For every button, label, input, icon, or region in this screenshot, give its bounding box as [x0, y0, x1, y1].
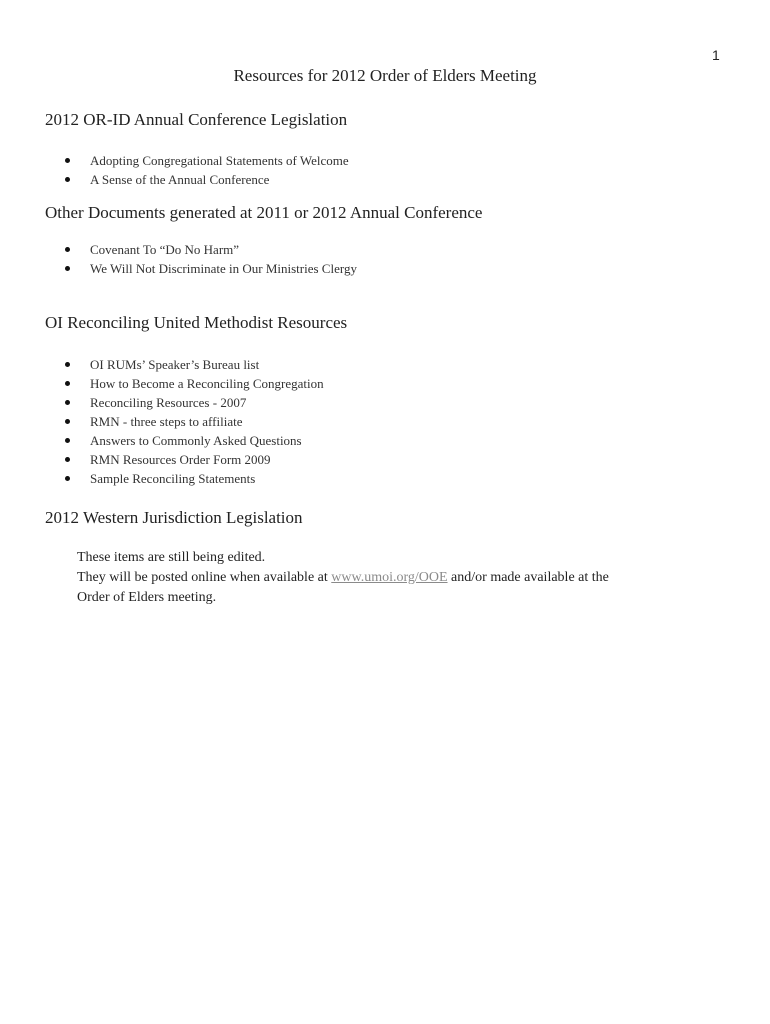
list-item-label: RMN Resources Order Form 2009 [90, 452, 271, 467]
list-item-label: OI RUMs’ Speaker’s Bureau list [90, 357, 260, 372]
list-item-label: Covenant To “Do No Harm” [90, 242, 240, 257]
list-item-label: Reconciling Resources - 2007 [90, 395, 247, 410]
editing-note [77, 548, 737, 608]
list-item-label: RMN - three steps to affiliate [90, 414, 243, 429]
list-item[interactable] [62, 450, 324, 469]
list-item-label: Answers to Commonly Asked Questions [90, 433, 302, 448]
bullet-icon [65, 400, 70, 405]
bullet-icon [65, 457, 70, 462]
section-heading-western-jurisdiction: 2012 Western Jurisdiction Legislation [45, 508, 303, 527]
bullet-icon [65, 247, 70, 252]
list-item-label: Adopting Congregational Statements of Welcome [90, 153, 349, 168]
list-item-label: We Will Not Discriminate in Our Ministries Clergy [90, 261, 357, 276]
section-heading-or-id-legislation: 2012 OR-ID Annual Conference Legislation [45, 110, 348, 129]
list-item[interactable] [62, 393, 324, 412]
bullet-icon [65, 158, 70, 163]
note-line-2-start: They will be posted online when available at [77, 570, 332, 585]
note-line-3: Order of Elders meeting. [77, 590, 217, 605]
note-line-1: These items are still being edited. [77, 550, 266, 565]
list-item[interactable] [62, 259, 357, 278]
bullet-icon [65, 266, 70, 271]
list-item[interactable] [62, 170, 349, 189]
section-heading-reconciling-resources: OI Reconciling United Methodist Resources [45, 313, 348, 332]
list-item-label: How to Become a Reconciling Congregation [90, 376, 324, 391]
list-item[interactable] [62, 412, 324, 431]
bullet-icon [65, 362, 70, 367]
list-item[interactable] [62, 469, 324, 488]
list-item-label: Sample Reconciling Statements [90, 471, 256, 486]
bullet-icon [65, 381, 70, 386]
list-item[interactable] [62, 151, 349, 170]
note-line-2-end: and/or made available at the [447, 570, 609, 585]
list-item[interactable] [62, 355, 324, 374]
umoi-ooe-link[interactable]: www.umoi.org/OOE [331, 570, 448, 585]
page-number: 1 [712, 47, 720, 63]
other-documents-list [62, 240, 357, 278]
section-heading-other-documents: Other Documents generated at 2011 or 2012 Annual Conference [45, 203, 483, 222]
list-item[interactable] [62, 431, 324, 450]
bullet-icon [65, 419, 70, 424]
note-line-2 [77, 568, 737, 588]
reconciling-resources-list [62, 355, 324, 488]
document-title: Resources for 2012 Order of Elders Meeting [233, 66, 537, 85]
bullet-icon [65, 476, 70, 481]
list-item[interactable] [62, 240, 357, 259]
list-item-label: A Sense of the Annual Conference [90, 172, 270, 187]
list-item[interactable] [62, 374, 324, 393]
or-id-legislation-list [62, 151, 349, 189]
bullet-icon [65, 438, 70, 443]
bullet-icon [65, 177, 70, 182]
